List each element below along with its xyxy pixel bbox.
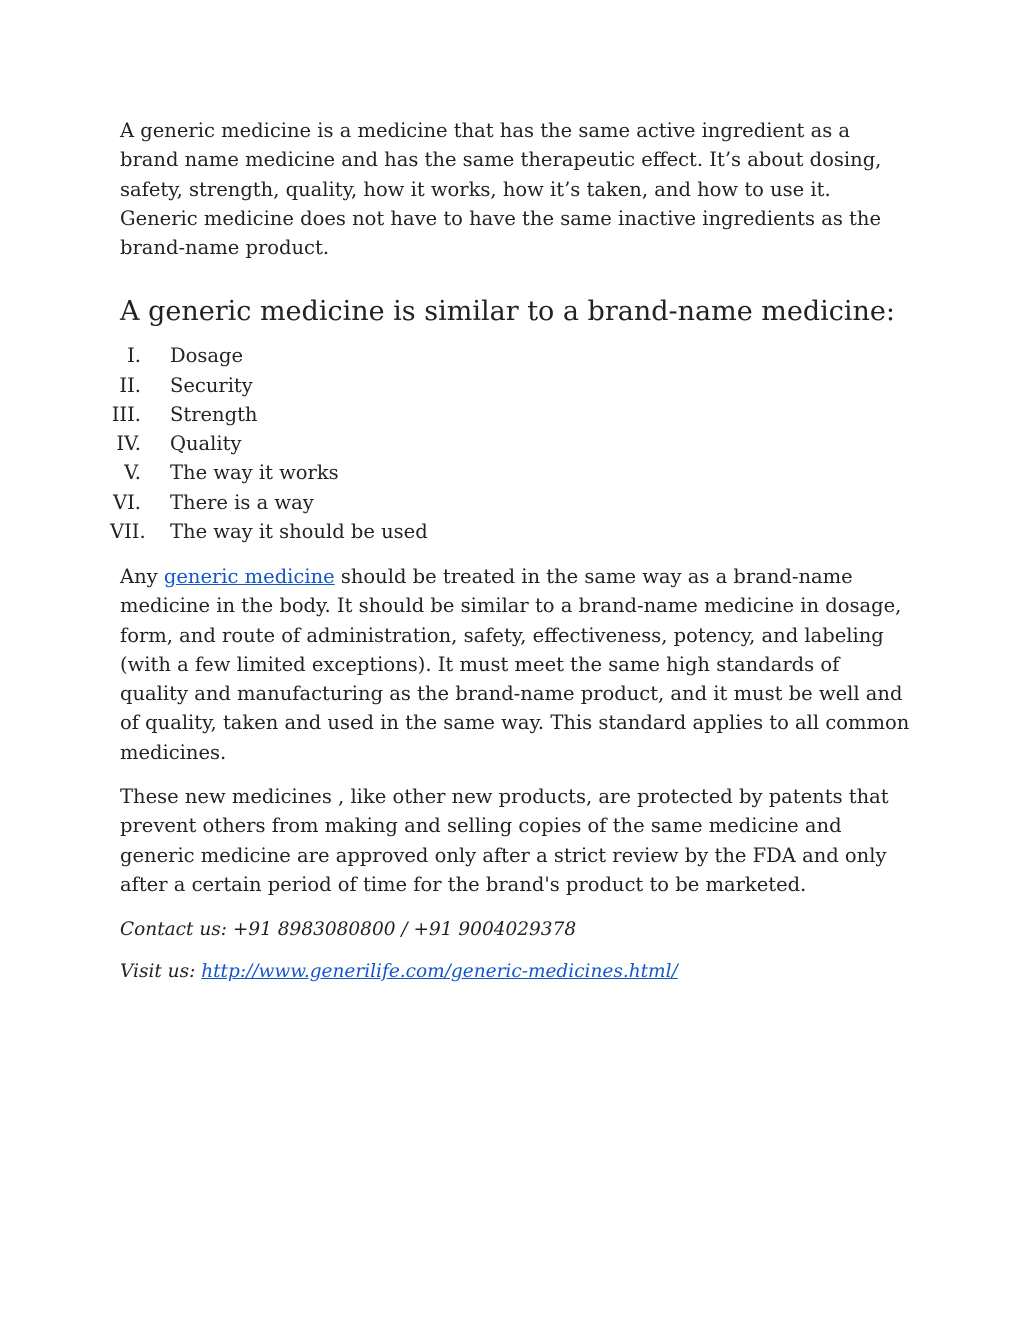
list-item xyxy=(120,341,910,370)
paragraph-rest: should be treated in the same way as a brand-name medicine in the body. It should be similar to a brand-name medicine in dosage, form, and route of administration, safety, effectiveness, potency, and labeling (with a few limited exceptions). It must meet the same high standards of quality and manufacturing as the brand-name product, and it must be well and of quality, taken and used in the same way. This standard applies to all common medicines. xyxy=(120,564,910,764)
contact-line: Contact us: +91 8983080800 / +91 9004029378 xyxy=(120,919,577,941)
list-text: Strength xyxy=(170,402,258,426)
visit-label: Visit us: xyxy=(120,961,202,983)
list-number: II. xyxy=(119,373,141,397)
generic-medicine-link[interactable]: generic medicine xyxy=(163,564,335,588)
intro-paragraph: A generic medicine is a medicine that has the same active ingredient as a brand name medicine and has the same therapeutic effect. It’s about dosing, safety, strength, quality, how it works, how it’s taken, and how to use it. Generic medicine does not have to have the same inactive ingredients as the brand-name product. xyxy=(120,119,882,260)
visit-line xyxy=(120,958,910,985)
list-item xyxy=(110,517,910,546)
list-text: The way it should be used xyxy=(170,519,428,543)
patent-paragraph: These new medicines , like other new products, are protected by patents that prevent others from making and selling copies of the same medicine and generic medicine are approved only after a strict review by the FDA and only after a certain period of time for the brand's product to be marketed. xyxy=(120,784,889,896)
list-number: IV. xyxy=(116,432,141,456)
list-number: III. xyxy=(111,402,141,426)
list-item xyxy=(120,371,910,400)
list-item xyxy=(113,488,910,517)
website-link[interactable]: http://www.generilife.com/generic-medicines.html/ xyxy=(201,961,678,983)
similarity-list xyxy=(110,341,910,545)
list-text: There is a way xyxy=(170,490,314,514)
list-number: I. xyxy=(127,344,141,368)
treatment-paragraph xyxy=(120,562,910,767)
section-heading: A generic medicine is similar to a brand-name medicine: xyxy=(120,296,896,328)
list-item xyxy=(116,429,910,458)
list-number: VII. xyxy=(110,519,146,543)
list-text: Security xyxy=(170,373,253,397)
paragraph-prefix: Any xyxy=(120,564,164,588)
document-page xyxy=(110,116,910,985)
list-text: The way it works xyxy=(170,461,339,485)
list-item xyxy=(111,400,910,429)
list-number: VI. xyxy=(113,490,141,514)
list-text: Dosage xyxy=(170,344,244,368)
list-text: Quality xyxy=(170,432,242,456)
list-number: V. xyxy=(124,461,141,485)
list-item xyxy=(120,458,910,487)
